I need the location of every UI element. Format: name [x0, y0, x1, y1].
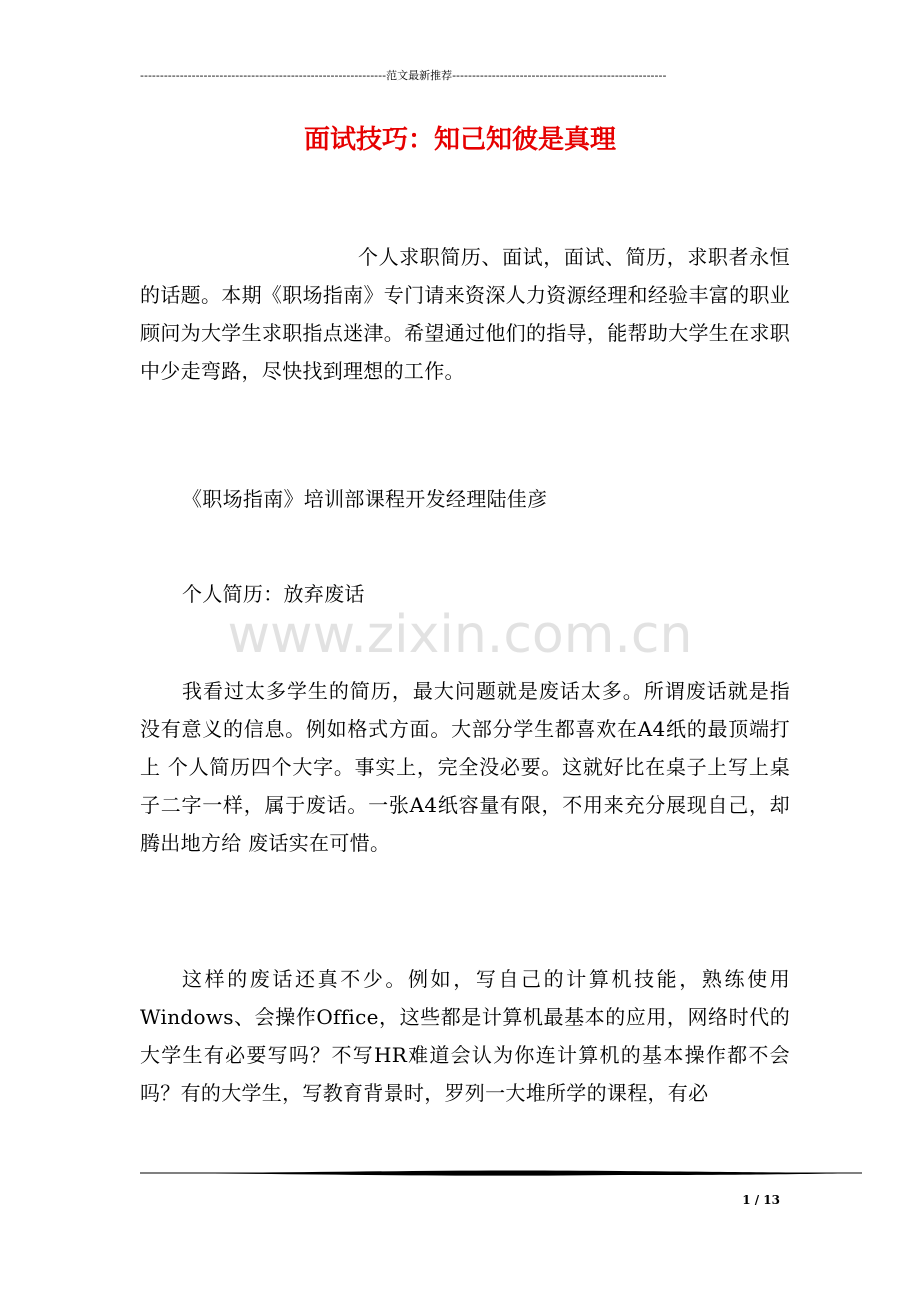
intro-paragraph: 个人求职简历、面试，面试、简历，求职者永恒的话题。本期《职场指南》专门请来资深人力资源经理和经验丰富的职业顾问为大学生求职指点迷津。希望通过他们的指导，能帮助大学生在求职中少走弯路，尽快找到理想的工作。 — [140, 245, 790, 383]
header-banner: --------------------------------------------------------------范文最新推荐------------------------------------------------------ — [140, 69, 667, 82]
footer-divider — [140, 1167, 862, 1179]
body-paragraph: 我看过太多学生的简历，最大问题就是废话太多。所谓废话就是指没有意义的信息。例如格式方面。大部分学生都喜欢在A4纸的最顶端打上 个人简历四个大字。事实上，完全没必要。这就好比在桌子上写上桌子二字一样，属于废话。一张A4纸容量有限，不用来充分展现自己，却腾出地方给 废话实在可惜。 — [140, 679, 790, 855]
section-heading: 个人简历：放弃废话 — [182, 582, 365, 606]
watermark: www.zixin.com.cn — [227, 605, 693, 665]
page-number: 1 / 13 — [742, 1193, 780, 1207]
document-title: 面试技巧：知己知彼是真理 — [303, 125, 616, 155]
author-line: 《职场指南》培训部课程开发经理陆佳彦 — [182, 487, 548, 511]
body-paragraph-continued: 这样的废话还真不少。例如，写自己的计算机技能，熟练使用Windows、会操作Office，这些都是计算机最基本的应用，网络时代的大学生有必要写吗？不写HR难道会认为你连计算机的基本操作都不会吗？有的大学生，写教育背景时，罗列一大堆所学的课程，有必 — [140, 967, 790, 1105]
